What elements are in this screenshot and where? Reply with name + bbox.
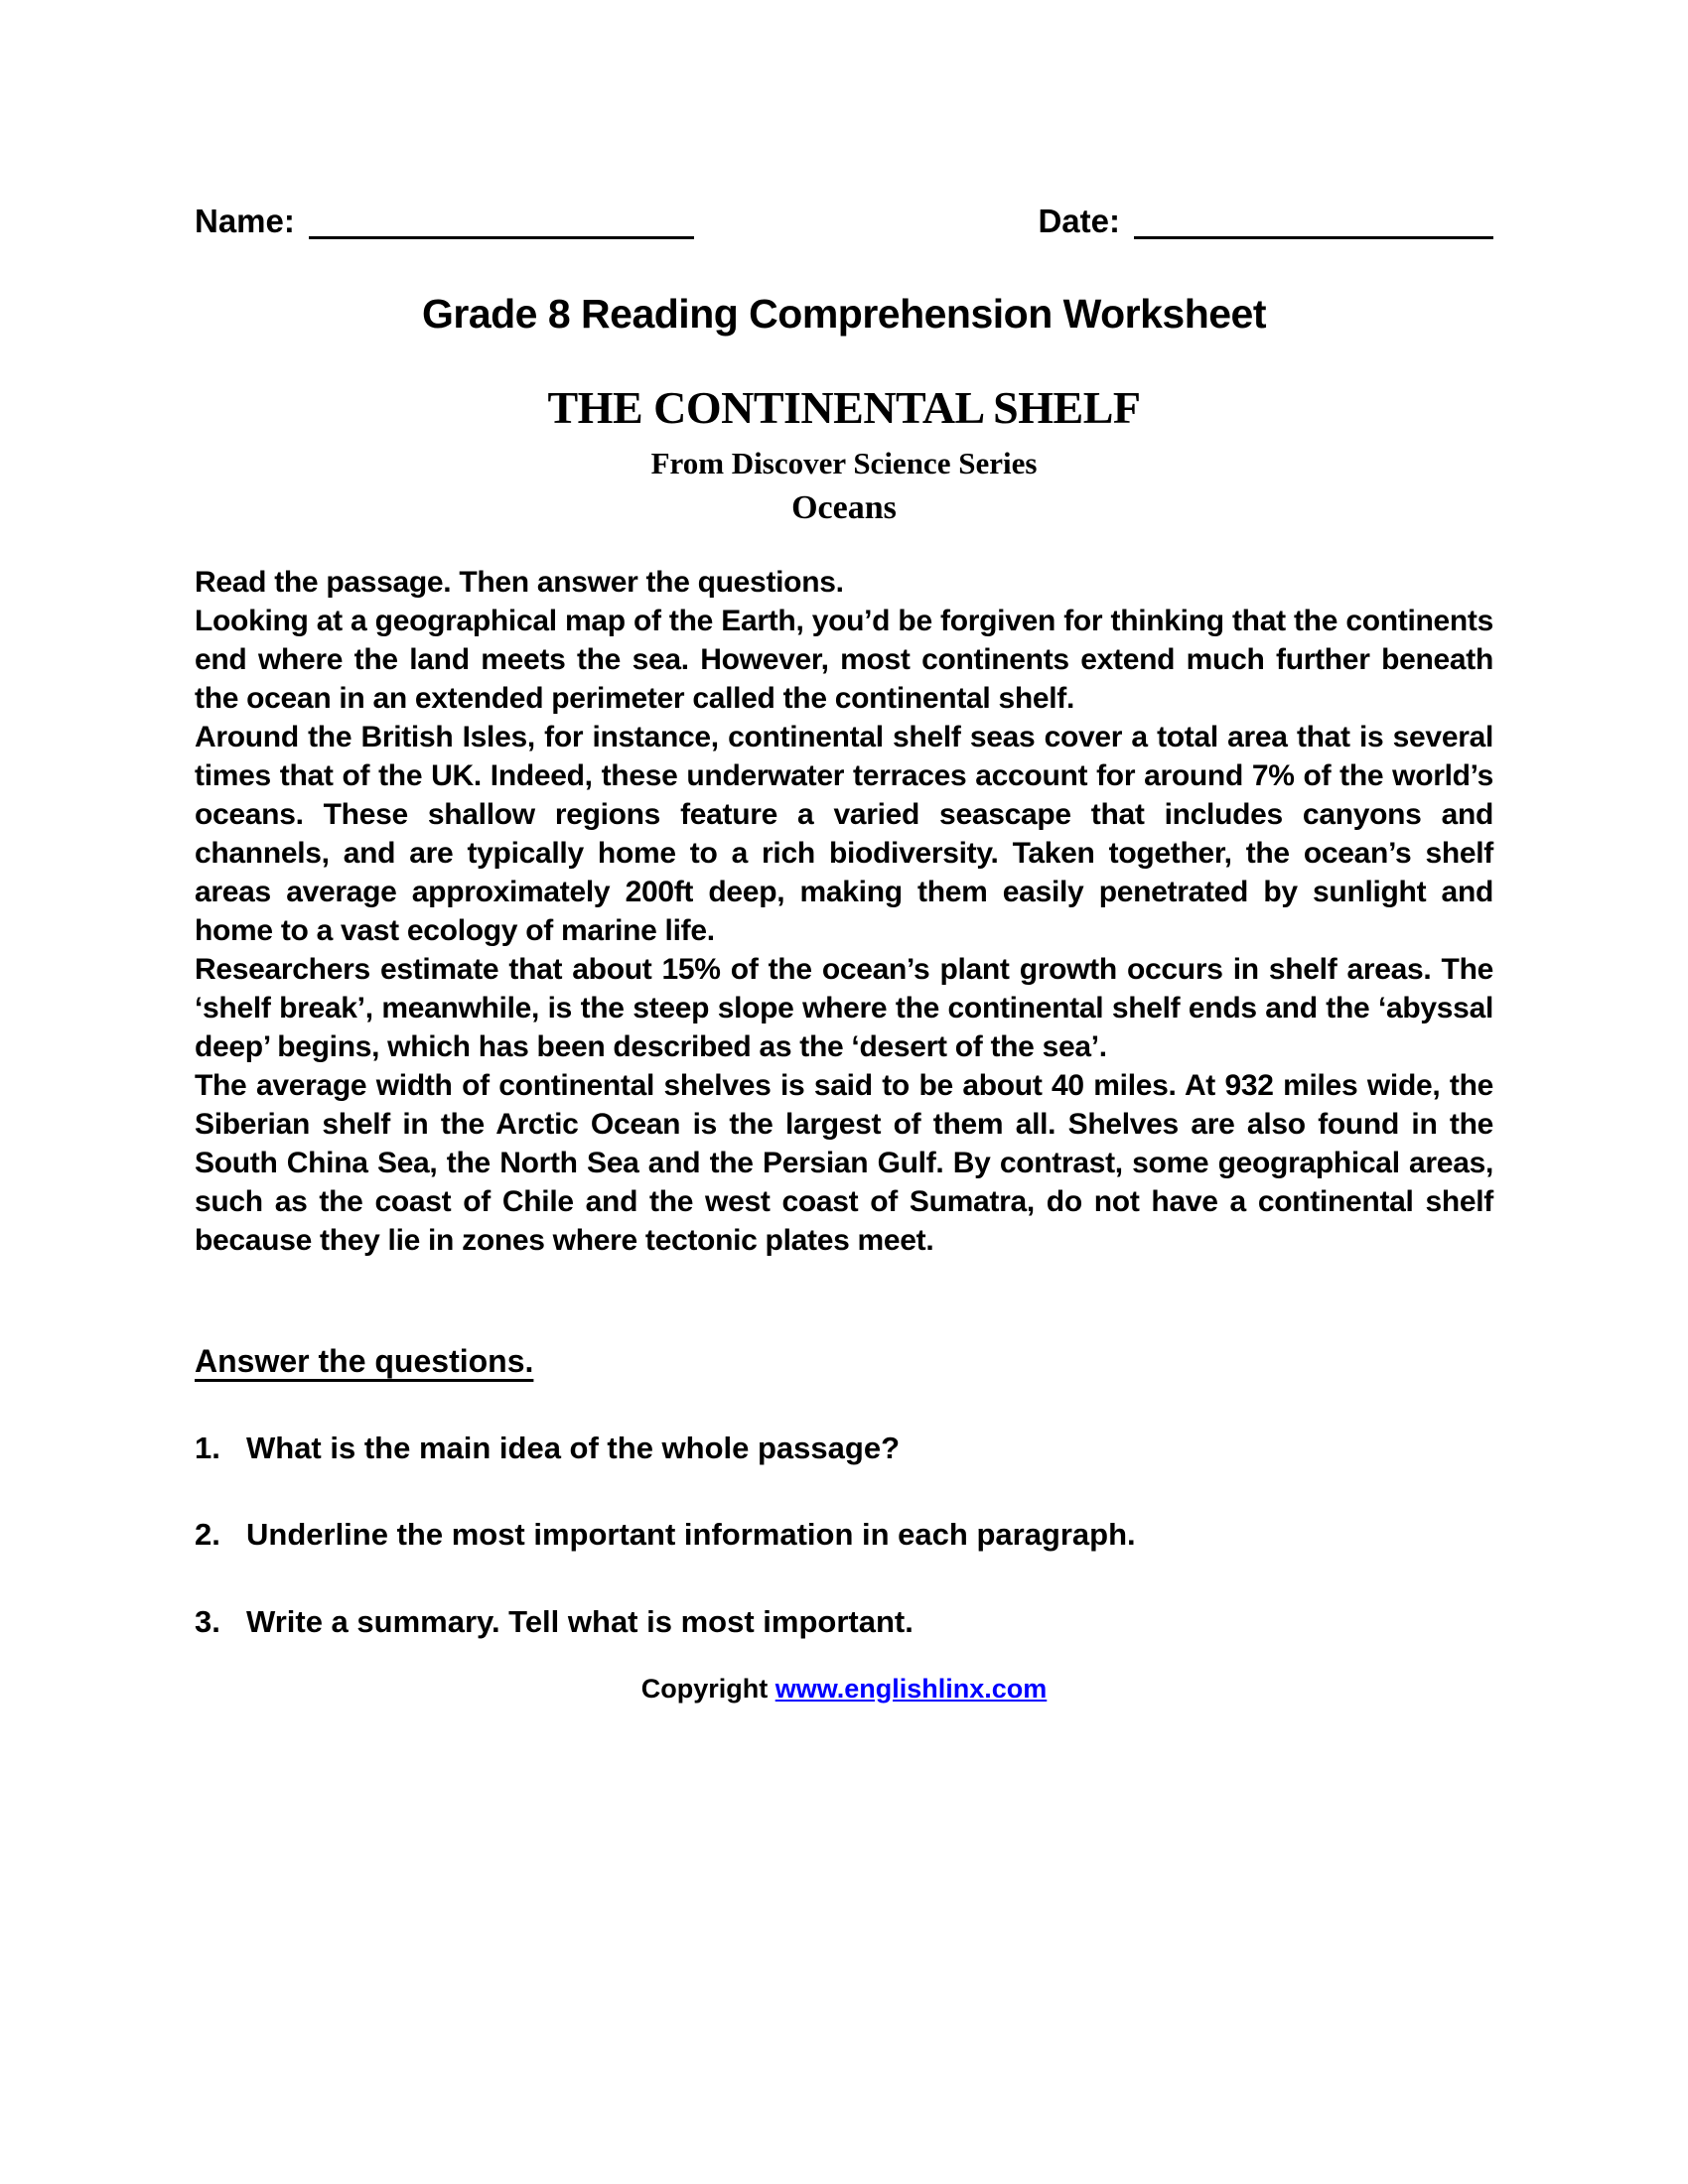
page-topic: Oceans — [791, 489, 897, 527]
passage-paragraph-1: Looking at a geographical map of the Earth, you’d be forgiven for thinking that the continents end where the land meets the sea. However, most continents extend much further beneath the ocean in an extended perimeter called the continental shelf. — [195, 605, 1493, 716]
page-title: THE CONTINENTAL SHELF — [547, 382, 1141, 434]
title-block — [195, 381, 1493, 527]
passage-paragraph-2: Around the British Isles, for instance, continental shelf seas cover a total area that is several times that of the UK. Indeed, these underwater terraces account for around 7% of the world’s oceans. These shallow regions feature a varied seascape that includes canyons and channels, and are typically home to a rich biodiversity. Taken together, the ocean’s shelf areas average approximately 200ft deep, making them easily penetrated by sunlight and home to a vast ecology of marine life. — [195, 721, 1493, 948]
question-2 — [195, 1516, 1493, 1553]
question-3-text: Write a summary. Tell what is most important. — [246, 1603, 914, 1639]
passage-paragraph-3: Researchers estimate that about 15% of the ocean’s plant growth occurs in shelf areas. The ‘shelf break’, meanwhile, is the steep slope where the continental shelf ends and the ‘abyssal deep’ begins, which has been described as the ‘desert of the sea’. — [195, 953, 1493, 1064]
name-field-group — [195, 204, 694, 239]
question-3-number: 3. — [195, 1603, 220, 1639]
question-1 — [195, 1430, 1493, 1466]
footer — [195, 1674, 1493, 1705]
name-blank — [309, 206, 694, 239]
question-2-text: Underline the most important information in each paragraph. — [246, 1517, 1136, 1553]
question-1-number: 1. — [195, 1431, 220, 1466]
question-1-text: What is the main idea of the whole passage? — [246, 1431, 901, 1466]
copyright-link[interactable]: www.englishlinx.com — [774, 1673, 1048, 1704]
passage-instruction: Read the passage. Then answer the questions. — [195, 566, 844, 600]
question-2-number: 2. — [195, 1517, 220, 1553]
date-blank — [1134, 206, 1493, 239]
questions-heading: Answer the questions. — [195, 1343, 534, 1380]
passage-paragraph-4: The average width of continental shelves is said to be about 40 miles. At 932 miles wide, the Siberian shelf in the Arctic Ocean is the largest of them all. Shelves are also found in the South China Sea, the North Sea and the Persian Gulf. By contrast, some geographical areas, such as the coast of Chile and the west coast of Sumatra, do not have a continental shelf because they lie in zones where tectonic plates meet. — [195, 1069, 1493, 1258]
grade-heading: Grade 8 Reading Comprehension Worksheet — [421, 291, 1267, 338]
name-date-row — [195, 204, 1493, 239]
question-3 — [195, 1603, 1493, 1640]
passage — [195, 563, 1493, 1260]
date-field-group — [1038, 204, 1493, 239]
page-subtitle: From Discover Science Series — [650, 446, 1038, 481]
copyright-label: Copyright — [640, 1673, 775, 1704]
date-label: Date: — [1038, 203, 1120, 239]
name-label: Name: — [195, 203, 295, 239]
